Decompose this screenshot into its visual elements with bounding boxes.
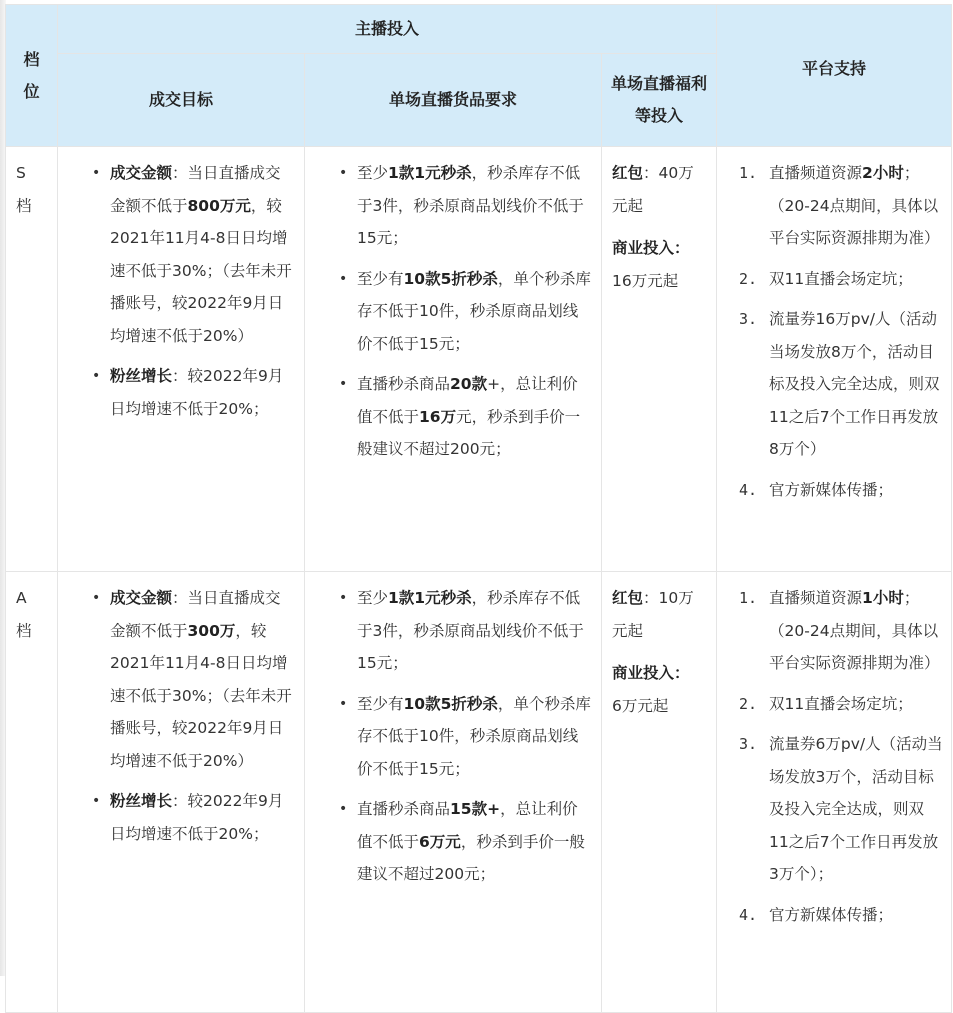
numbered-list-item: 3. 流量券16万pv/人（活动当场发放8万个，活动目标及投入完全达成，则双11之后7个工作日再发放8万个） bbox=[769, 303, 943, 466]
header-tier bbox=[6, 5, 58, 147]
header-platform-support: 平台支持 bbox=[717, 5, 952, 147]
list-item: • 至少有10款5折秒杀，单个秒杀库存不低于10件，秒杀原商品划线价不低于15元； bbox=[357, 263, 591, 361]
tier-label: S档 bbox=[16, 164, 32, 215]
list-number: 2. bbox=[739, 694, 758, 713]
list-number: 1. bbox=[739, 164, 758, 182]
deal-goal-list bbox=[66, 582, 294, 850]
list-number: 4. bbox=[739, 480, 758, 499]
welfare-commercial: 商业投入： 6万元起 bbox=[612, 664, 690, 715]
list-item: • 成交金额：当日直播成交金额不低于800万元，较2021年11月4-8日日均增速不低于30%；（去年未开播账号，较2022年9月日均增速不低于20%） bbox=[110, 157, 294, 352]
platform-support-cell bbox=[717, 572, 952, 1013]
list-number: 2. bbox=[739, 269, 758, 288]
list-number: 4. bbox=[739, 905, 758, 924]
header-deal-goal: 成交目标 bbox=[58, 54, 305, 147]
numbered-list-item: 4. 官方新媒体传播； bbox=[769, 899, 943, 932]
list-number: 3. bbox=[739, 310, 758, 328]
list-item: • 成交金额：当日直播成交金额不低于300万，较2021年11月4-8日日均增速不低于30%；（去年未开播账号，较2022年9月日均增速不低于20%） bbox=[110, 582, 294, 777]
tier-cell bbox=[6, 147, 58, 572]
list-item: • 至少有10款5折秒杀，单个秒杀库存不低于10件，秒杀原商品划线价不低于15元； bbox=[357, 688, 591, 786]
list-number: 3. bbox=[739, 735, 758, 753]
list-item: • 直播秒杀商品15款+，总让利价值不低于6万元，秒杀到手价一般建议不超过200元； bbox=[357, 793, 591, 891]
platform-support-cell bbox=[717, 147, 952, 572]
goods-requirement-list bbox=[313, 157, 591, 466]
goods-requirement-cell bbox=[305, 147, 602, 572]
list-item: • 至少1款1元秒杀，秒杀库存不低于3件，秒杀原商品划线价不低于15元； bbox=[357, 582, 591, 680]
numbered-list-item: 2. 双11直播会场定坑； bbox=[769, 688, 943, 721]
header-goods-requirement: 单场直播货品要求 bbox=[305, 54, 602, 147]
list-item: • 直播秒杀商品20款+，总让利价值不低于16万元，秒杀到手价一般建议不超过200元； bbox=[357, 368, 591, 466]
list-item: • 粉丝增长：较2022年9月日均增速不低于20%； bbox=[110, 785, 294, 850]
header-welfare-investment: 单场直播福利等投入 bbox=[602, 54, 717, 147]
welfare-cell bbox=[602, 572, 717, 1013]
welfare-commercial: 商业投入： 16万元起 bbox=[612, 239, 690, 290]
list-number: 1. bbox=[739, 589, 758, 607]
welfare-red-packet: 红包：10万元起 bbox=[612, 589, 694, 640]
deal-goal-list bbox=[66, 157, 294, 425]
header-host-investment: 主播投入 bbox=[58, 5, 717, 54]
numbered-list-item: 3. 流量券6万pv/人（活动当场发放3万个，活动目标及投入完全达成，则双11之后7个工作日再发放3万个）； bbox=[769, 728, 943, 891]
deal-goal-cell bbox=[58, 147, 305, 572]
table-row-s-tier bbox=[6, 147, 952, 572]
numbered-list-item: 2. 双11直播会场定坑； bbox=[769, 263, 943, 296]
header-tier-label: 档位 bbox=[23, 49, 40, 101]
welfare-cell bbox=[602, 147, 717, 572]
tier-requirements-table bbox=[5, 4, 952, 1013]
welfare-red-packet: 红包：40万元起 bbox=[612, 164, 694, 215]
tier-label: A档 bbox=[16, 589, 32, 640]
numbered-list-item: 4. 官方新媒体传播； bbox=[769, 474, 943, 507]
tier-cell bbox=[6, 572, 58, 1013]
table-row-a-tier bbox=[6, 572, 952, 1013]
goods-requirement-cell bbox=[305, 572, 602, 1013]
list-item: • 至少1款1元秒杀，秒杀库存不低于3件，秒杀原商品划线价不低于15元； bbox=[357, 157, 591, 255]
goods-requirement-list bbox=[313, 582, 591, 891]
list-item: • 粉丝增长：较2022年9月日均增速不低于20%； bbox=[110, 360, 294, 425]
numbered-list-item: 1. 直播频道资源2小时；（20-24点期间，具体以平台实际资源排期为准） bbox=[769, 157, 943, 255]
platform-support-list bbox=[727, 157, 943, 506]
platform-support-list bbox=[727, 582, 943, 931]
numbered-list-item: 1. 直播频道资源1小时；（20-24点期间，具体以平台实际资源排期为准） bbox=[769, 582, 943, 680]
deal-goal-cell bbox=[58, 572, 305, 1013]
